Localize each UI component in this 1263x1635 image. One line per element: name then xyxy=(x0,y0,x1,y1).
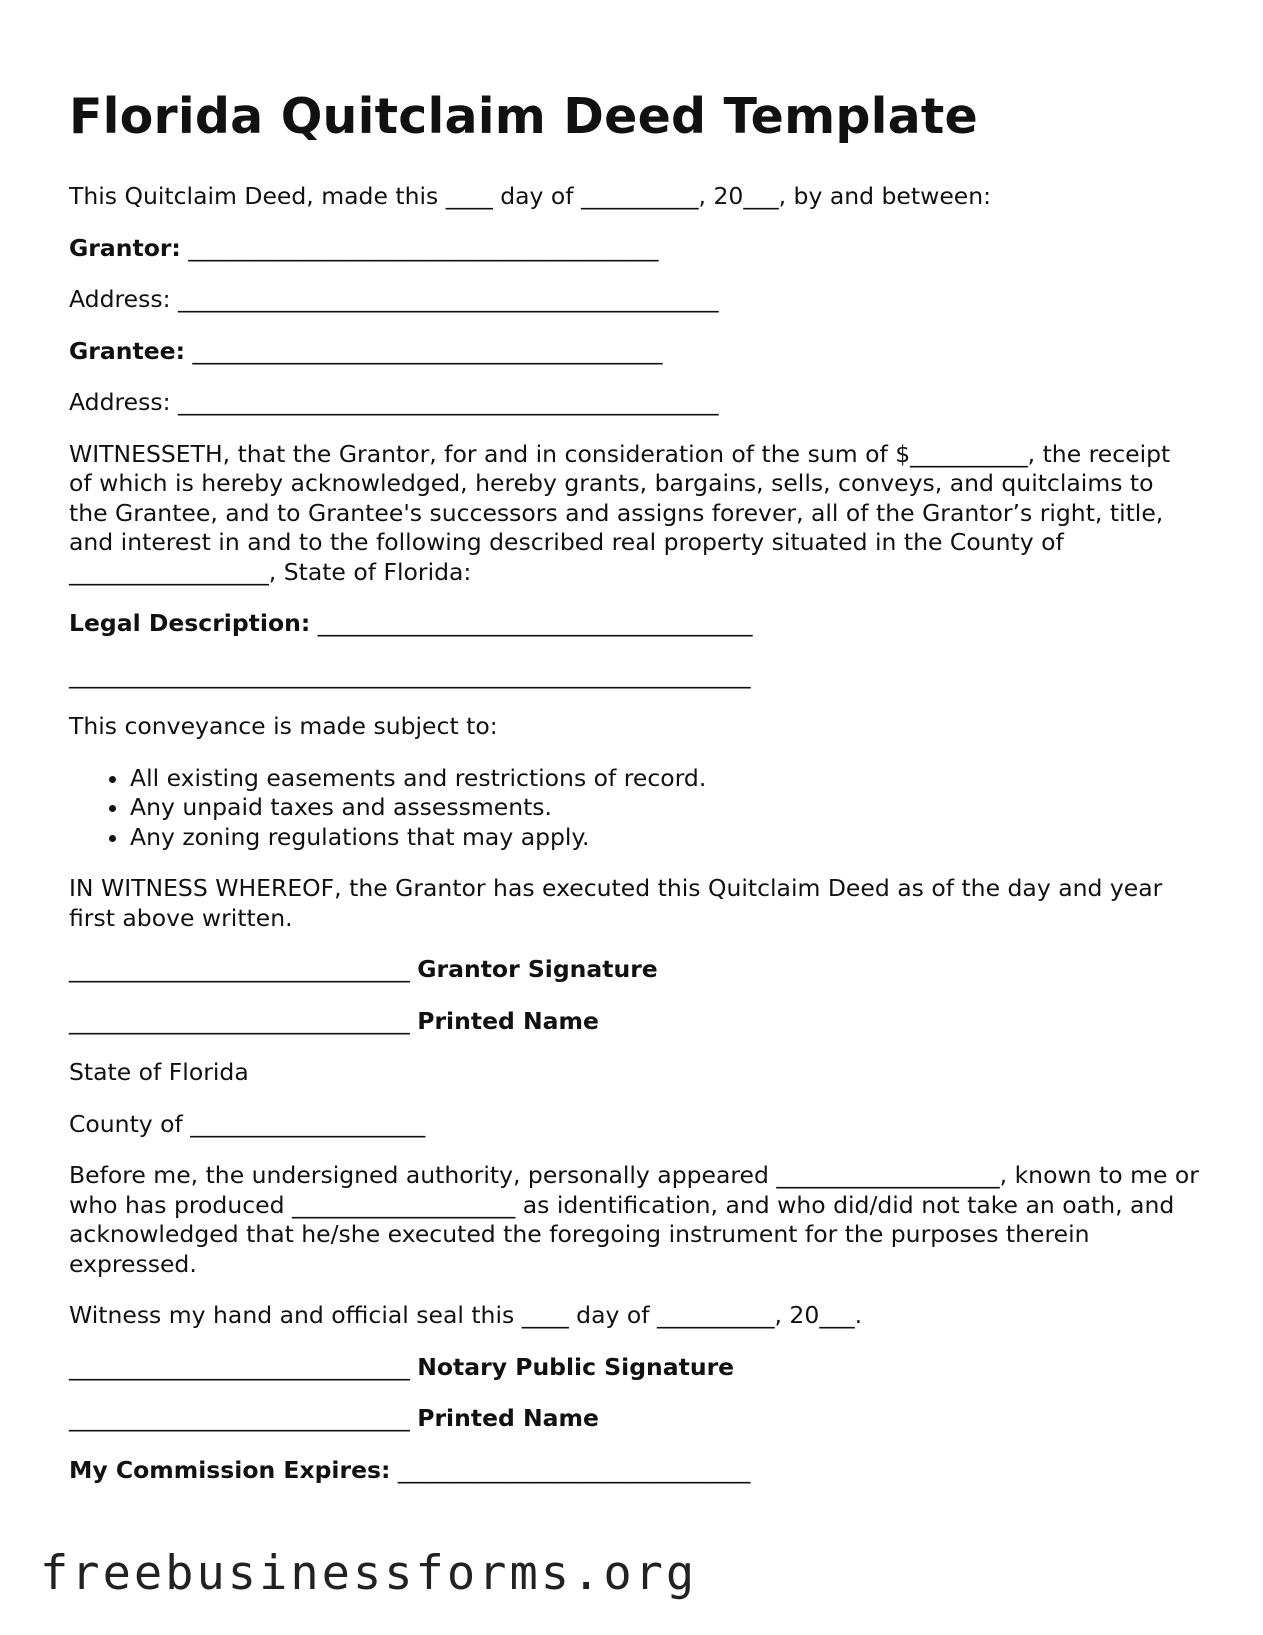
grantor-address-field xyxy=(69,285,1199,315)
grantee-address-field xyxy=(69,388,1199,418)
grantee-address-line: ______________________________________________ xyxy=(178,388,719,416)
grantor-signature-line: _____________________________ xyxy=(69,955,410,983)
document-page xyxy=(69,86,1199,1507)
commission-expires-label: My Commission Expires: xyxy=(69,1455,391,1484)
document-title: Florida Quitclaim Deed Template xyxy=(69,88,978,145)
commission-expires-line: ______________________________ xyxy=(397,1455,751,1484)
grantor-field xyxy=(69,234,1199,264)
legal-description-field xyxy=(69,609,1199,639)
notary-printed-name-label: Printed Name xyxy=(417,1404,599,1432)
grantor-signature-row xyxy=(69,955,1199,985)
list-item: • All existing easements and restrictions of record. xyxy=(130,764,1199,794)
legal-description-line-2: __________________________________________________________ xyxy=(69,660,751,689)
grantor-printed-name-row xyxy=(69,1007,1199,1037)
grantor-signature-label: Grantor Signature xyxy=(417,955,658,983)
subject-to-intro: This conveyance is made subject to: xyxy=(69,712,498,740)
notary-printed-name-line: _____________________________ xyxy=(69,1404,410,1432)
county-line: County of ____________________ xyxy=(69,1109,426,1138)
intro-paragraph: This Quitclaim Deed, made this ____ day of __________, 20___, by and between: xyxy=(69,182,992,210)
legal-description-line: _____________________________________ xyxy=(317,609,753,637)
witness-hand-paragraph: Witness my hand and official seal this ____ day of __________, 20___. xyxy=(69,1301,863,1329)
list-item: • Any unpaid taxes and assessments. xyxy=(130,793,1199,823)
in-witness-paragraph: IN WITNESS WHEREOF, the Grantor has executed this Quitclaim Deed as of the day and year first above written. xyxy=(69,874,1163,932)
grantor-printed-name-label: Printed Name xyxy=(417,1006,599,1035)
grantor-line: ________________________________________ xyxy=(188,233,659,262)
grantor-label: Grantor: xyxy=(69,233,181,262)
notary-signature-row xyxy=(69,1353,1199,1383)
notary-paragraph: Before me, the undersigned authority, personally appeared ___________________, known to me or who has produced ___________________ as identification, and who did/did not take an oath, and acknowledged that he/she executed the foregoing instrument for the purposes therein expressed. xyxy=(69,1161,1199,1278)
notary-signature-line: _____________________________ xyxy=(69,1352,410,1381)
witnesseth-paragraph: WITNESSETH, that the Grantor, for and in consideration of the sum of $__________, the receipt of which is hereby acknowledged, hereby grants, bargains, sells, conveys, and quitclaims to the Grantee, and to Grantee's successors and assigns forever, all of the Grantor’s right, title, and interest in and to the following described real property situated in the County of _________________, State of Florida: xyxy=(69,439,1171,586)
notary-signature-label: Notary Public Signature xyxy=(417,1352,735,1381)
commission-expires-field xyxy=(69,1456,1199,1486)
notary-printed-name-row xyxy=(69,1404,1199,1434)
list-item: • Any zoning regulations that may apply. xyxy=(130,823,1199,853)
watermark: freebusinessforms.org xyxy=(40,1546,698,1601)
subject-to-list xyxy=(69,764,1199,853)
grantor-address-label: Address: xyxy=(69,285,171,313)
grantor-address-line: ______________________________________________ xyxy=(178,285,719,313)
grantee-address-label: Address: xyxy=(69,388,171,416)
grantee-line: ________________________________________ xyxy=(192,336,663,365)
grantee-label: Grantee: xyxy=(69,336,185,365)
grantee-field xyxy=(69,337,1199,367)
legal-description-label: Legal Description: xyxy=(69,609,311,637)
state-line: State of Florida xyxy=(69,1058,249,1086)
grantor-printed-name-line: _____________________________ xyxy=(69,1006,410,1035)
